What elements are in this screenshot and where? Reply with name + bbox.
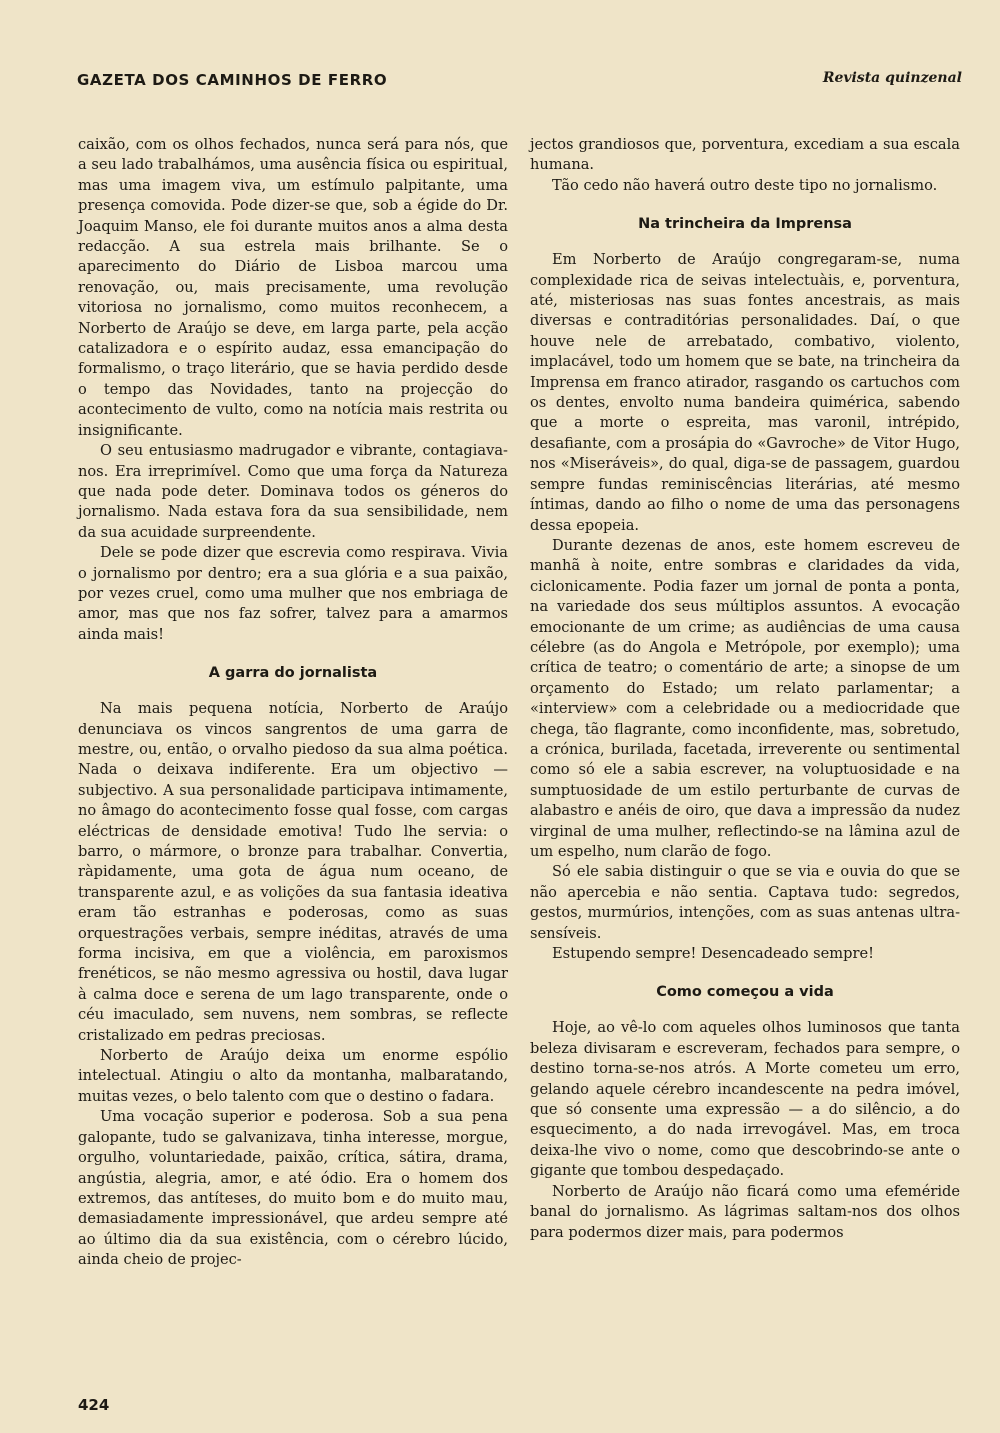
paragraph: Norberto de Araújo deixa um enorme espólio intelectual. Atingiu o alto da montanha, malbaratando, muitas vezes, o belo talento com que o destino o fadara. <box>78 1047 508 1105</box>
paragraph: O seu entusiasmo madrugador e vibrante, contagiava-nos. Era irreprimível. Como que uma força da Natureza que nada pode deter. Dominava todos os géneros do jornalismo. Nada estava fora da sua sensibilidade, nem da sua acuidade surpreendente. <box>78 442 508 541</box>
right-column <box>530 135 960 1243</box>
section-heading: Como começou a vida <box>656 984 834 1001</box>
paragraph: Na mais pequena notícia, Norberto de Araújo denunciava os vincos sangrentos de uma garra de mestre, ou, então, o orvalho piedoso da sua alma poética. Nada o deixava indiferente. Era um objectivo — subjectivo. A sua personalidade participava intimamente, no âmago do acontecimento fosse qual fosse, com cargas eléctricas de densidade emotiva! Tudo lhe servia: o barro, o mármore, o bronze para trabalhar. Convertia, ràpidamente, uma gota de água num oceano, de transparente azul, e as volições da sua fantasia ideativa eram tão estranhas e poderosas, como as suas orquestrações verbais, sempre inéditas, através de uma forma incisiva, em que a violência, em paroxismos frenéticos, se não mesmo agressiva ou hostil, dava lugar à calma doce e serena de um lago transparente, onde o céu imaculado, sem nuvens, nem sombras, se reflecte cristalizado em pedras preciosas. <box>78 700 508 1044</box>
paragraph: Hoje, ao vê-lo com aqueles olhos luminosos que tanta beleza divisaram e escreveram, fechados para sempre, o destino torna-se-nos atrós. A Morte cometeu um erro, gelando aquele cérebro incandescente na pedra imóvel, que só consente uma expressão — a do silêncio, a do esquecimento, a do nada irrevogável. Mas, em troca deixa-lhe vivo o nome, como que descobrindo-se ante o gigante que tombou despedaçado. <box>530 1019 960 1180</box>
page-number: 424 <box>78 1396 110 1414</box>
section-heading: A garra do jornalista <box>208 665 378 682</box>
paragraph: Em Norberto de Araújo congregaram-se, numa complexidade rica de seivas intelectuàis, e, porventura, até, misteriosas nas suas fontes ancestrais, as mais diversas e contraditórias personalidades. Daí, o que houve nele de arrebatado, combativo, violento, implacável, todo um homem que se bate, na trincheira da Imprensa em franco atirador, rasgando os cartuchos com os dentes, envolto numa bandeira quimérica, sabendo que a morte o espreita, mas varonil, intrépido, desafiante, com a prosápia do «Gavroche» de Vitor Hugo, nos «Miseráveis», do qual, diga-se de passagem, guardou sempre fundas reminiscências literárias, até mesmo íntimas, dando ao filho o nome de uma das personagens dessa epopeia. <box>530 251 960 534</box>
paragraph: Uma vocação superior e poderosa. Sob a sua pena galopante, tudo se galvanizava, tinha interesse, morgue, orgulho, voluntariedade, paixão, crítica, sátira, drama, angústia, alegria, amor, e até ódio. Era o homem dos extremos, das antíteses, do muito bom e do muito mau, demasiadamente impressionável, que ardeu sempre até ao último dia da sua existência, com o cérebro lúcido, ainda cheio de projec- <box>78 1108 508 1269</box>
paragraph: Norberto de Araújo não ficará como uma efeméride banal do jornalismo. As lágrimas saltam-nos dos olhos para podermos dizer mais, para podermos <box>530 1182 960 1241</box>
paragraph: Tão cedo não haverá outro deste tipo no jornalismo. <box>552 176 938 194</box>
left-column <box>78 135 508 1271</box>
running-header-subtitle: Revista quinzenal <box>822 70 962 86</box>
running-header-title: GAZETA DOS CAMINHOS DE FERRO <box>77 71 388 89</box>
paragraph: jectos grandiosos que, porventura, excediam a sua escala humana. <box>530 136 960 174</box>
paragraph: Só ele sabia distinguir o que se via e ouvia do que se não apercebia e não sentia. Captava tudo: segredos, gestos, murmúrios, intenções, com as suas antenas ultra-sensíveis. <box>530 863 960 942</box>
paragraph: Dele se pode dizer que escrevia como respirava. Vivia o jornalismo por dentro; era a sua glória e a sua paixão, por vezes cruel, como uma mulher que nos embriaga de amor, mas que nos faz sofrer, talvez para a amarmos ainda mais! <box>78 544 508 643</box>
paragraph: Estupendo sempre! Desencadeado sempre! <box>552 945 874 963</box>
section-heading: Na trincheira da Imprensa <box>638 216 852 233</box>
paragraph: Durante dezenas de anos, este homem escreveu de manhã à noite, entre sombras e claridades da vida, ciclonicamente. Podia fazer um jornal de ponta a ponta, na variedade dos seus múltiplos assuntos. A evocação emocionante de um crime; as audiências de uma causa célebre (as do Angola e Metrópole, por exemplo); uma crítica de teatro; o comentário de arte; a sinopse de um orçamento do Estado; um relato parlamentar; a «interview» com a celebridade ou a mediocridade que chega, tão flagrante, como inconfidente, mas, sobretudo, a crónica, burilada, facetada, irreverente ou sentimental como só ele a sabia escrever, na voluptuosidade e na sumptuosidade de um estilo perturbante de curvas de alabastro e anéis de oiro, que dava a impressão da nudez virginal de uma mulher, reflectindo-se na lâmina azul de um espelho, num clarão de fogo. <box>530 536 960 860</box>
paragraph: caixão, com os olhos fechados, nunca será para nós, que a seu lado trabalhámos, uma ausência física ou espiritual, mas uma imagem viva, um estímulo palpitante, uma presença comovida. Pode dizer-se que, sob a égide do Dr. Joaquim Manso, ele foi durante muitos anos a alma desta redacção. A sua estrela mais brilhante. Se o aparecimento do Diário de Lisboa marcou uma renovação, ou, mais precisamente, uma revolução vitoriosa no jornalismo, como muitos reconhecem, a Norberto de Araújo se deve, em larga parte, pela acção catalizadora e o espírito audaz, essa emancipação do formalismo, o traço literário, que se havia perdido desde o tempo das Novidades, tanto na projecção do acontecimento de vulto, como na notícia mais restrita ou insignificante. <box>78 136 508 439</box>
